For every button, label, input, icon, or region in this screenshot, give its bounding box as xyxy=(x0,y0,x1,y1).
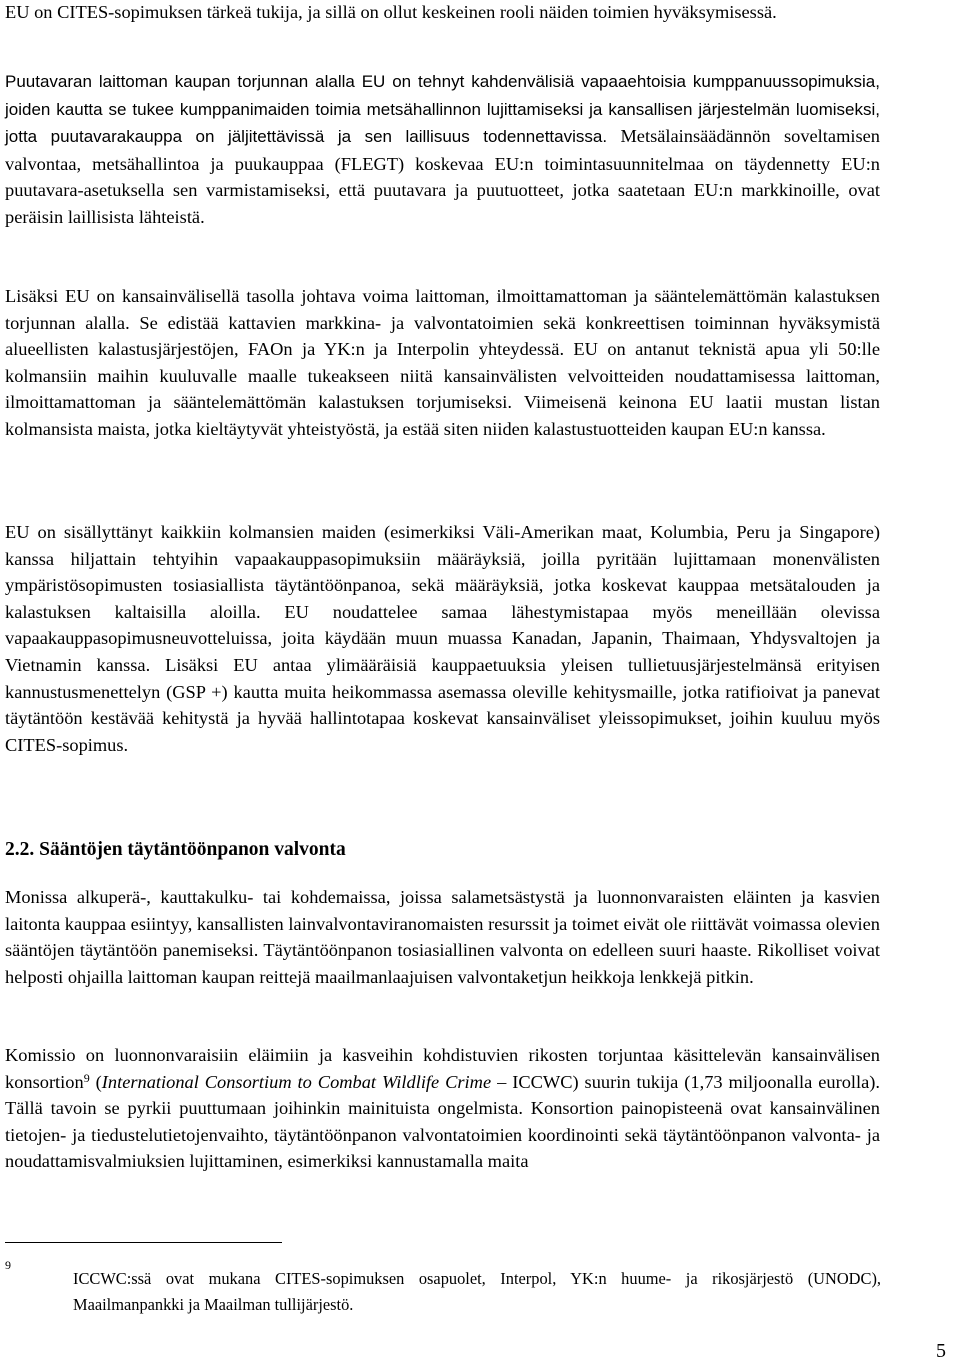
page-number: 5 xyxy=(936,1340,946,1362)
paragraph-iccwc xyxy=(5,1042,880,1175)
paragraph-fisheries: Lisäksi EU on kansainvälisellä tasolla johtava voima laittoman, ilmoittamattoman ja sääntelemättömän kalastuksen torjunnan alalla. Se edistää kattavien markkina- ja valvontatoimien sekä konkreettisen toiminnan hyväksymistä alueellisten kalastusjärjestöjen, FAOn ja YK:n ja Interpolin yhteydessä. EU on antanut teknistä apua yli 50:lle kolmansiin maihin kuuluvalle maalle tukeakseen niitä kansainvälisten velvoitteiden noudattamisessa laittoman, ilmoittamattoman ja sääntelemättömän kalastuksen torjumiseksi. Viimeisenä keinona EU laatii mustan listan kolmansista maista, jotka kieltäytyvät yhteistyöstä, ja estää siten niiden kalastustuotteiden kaupan EU:n kanssa. xyxy=(5,286,880,439)
iccwc-text-end: – ICCWC) suurin tukija (1,73 miljoonalla eurolla). Tällä tavoin se pyrkii puuttumaan joihinkin mainituista ongelmista. Konsortion painopisteenä ovat kansainvälinen tietojen- ja tiedustelutietojenvaihto, täytäntöönpanon valvontatoimien koordinointi sekä täytäntöönpanon valvonta- ja noudattamisvalmiuksien lujittaminen, esimerkiksi kannustamalla maita xyxy=(5,1071,881,1172)
iccwc-open-paren: ( xyxy=(89,1071,102,1092)
paragraph-trade-agreements: EU on sisällyttänyt kaikkiin kolmansien maiden (esimerkiksi Väli-Amerikan maat, Kolumbia, Peru ja Singapore) kanssa hiljattain tehtyihin vapaakauppasopimuksiin määräyksiä, joilla pyritään lujittamaan monenvälisten ympäristösopimusten tosiasiallista täytäntöönpanoa, sekä määräyksiä, jotka koskevat kauppaa metsätalouden ja kalastuksen kaltaisilla aloilla. EU noudattelee samaa lähestymistapaa myös meneillään olevissa vapaakauppasopimusneuvotteluissa, joita käydään muun muassa Kanadan, Japanin, Thaimaan, Yhdysvaltojen ja Vietnamin kanssa. Lisäksi EU antaa ylimääräisiä kauppaetuuksia yleisen tullietuusjärjestelmänsä erityisen kannustusmenettelyn (GSP +) kautta muita heikommassa asemassa oleville kehitysmaille, jotka ratifioivat ja panevat täytäntöön kestävää kehitystä ja hyvää hallintotapaa koskevat kansainväliset yleissopimukset, joihin kuuluu myös CITES-sopimus. xyxy=(5,522,880,755)
footnote-marker: 9 xyxy=(5,1258,11,1272)
consortium-name-italic: International Consortium to Combat Wildlife Crime xyxy=(101,1071,492,1092)
timber-trade-sans-text: Puutavaran laittoman kaupan torjunnan alalla EU on tehnyt kahdenvälisiä vapaaehtoisia kumppanuussopimuksia, joiden kautta se tukee kumppanimaiden toimia metsähallinnon lujittamiseksi ja kansallisen järjestelmän luomiseksi, jotta puutavarakauppa on jäljitettävissä ja sen laillisuus todennettavissa. xyxy=(5,72,880,147)
iccwc-text-start: Komissio on luonnonvaraisiin eläimiin ja kasveihin kohdistuvien rikosten torjuntaa käsittelevän kansainvälisen konsortion xyxy=(5,1045,880,1092)
paragraph-timber-trade xyxy=(5,68,880,231)
paragraph-enforcement: Monissa alkuperä-, kauttakulku- tai kohdemaissa, joissa salametsästystä ja luonnonvaraisten eläinten ja kasvien laitonta kauppaa esiintyy, kansallisten lainvalvontaviranomaisten resurssit ja toimet eivät ole riittävät voimassa olevien sääntöjen täytäntöön panemiseksi. Täytäntöönpanon tosiasiallinen valvonta on edelleen suuri haaste. Rikolliset voivat helposti ohjailla laittoman kaupan reittejä maailmanlaajuisen valvontaketjun heikkoja lenkkejä pitkin. xyxy=(5,887,880,987)
paragraph-cites-support: EU on CITES-sopimuksen tärkeä tukija, ja sillä on ollut keskeinen rooli näiden toimien hyväksymisessä. xyxy=(5,2,777,22)
footnote-separator xyxy=(5,1242,282,1243)
footnote-reference[interactable]: 9 xyxy=(83,1070,90,1085)
section-heading: 2.2. Sääntöjen täytäntöönpanon valvonta xyxy=(5,839,346,860)
footnote-text: ICCWC:ssä ovat mukana CITES-sopimuksen osapuolet, Interpol, YK:n huume- ja rikosjärjestö (UNODC), Maailmanpankki ja Maailman tullijärjestö. xyxy=(73,1269,881,1314)
timber-trade-serif-text: Metsälainsäädännön soveltamisen valvontaa, metsähallintoa ja puukauppaa (FLEGT) koskevaa EU:n toimintasuunnitelmaa on täydennetty EU:n puutavara-asetuksella sen varmistamiseksi, että puutavara ja puutuotteet, jotka saatetaan EU:n markkinoille, ovat peräisin laillisista lähteistä. xyxy=(5,126,880,227)
